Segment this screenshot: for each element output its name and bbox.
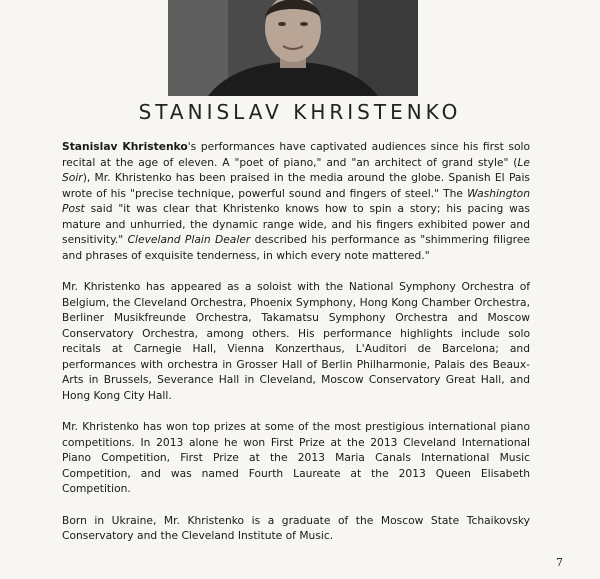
italic-publication: Cleveland Plain Dealer <box>127 233 251 246</box>
performer-name: STANISLAV KHRISTENKO <box>138 100 462 124</box>
text-span: said "it was clear that Khristenko knows how to spin a story; his pacing was mature and unhurried, the dynamic range wide, and his fingers exhibited power and sensitivity." <box>62 202 530 246</box>
paragraph-education: Born in Ukraine, Mr. Khristenko is a graduate of the Moscow State Tchaikovsky Conservatory and the Cleveland Institute of Music. <box>62 513 530 542</box>
paragraph-prizes: Mr. Khristenko has won top prizes at some of the most prestigious international piano competitions. In 2013 alone he won First Prize at the 2013 Cleveland International Piano Competition, First Prize at the 2013 Maria Canals International Music Competition, and was named Fourth Laureate at the 2013 Queen Elisabeth Competition. <box>62 420 530 495</box>
text-span: ), Mr. Khristenko has been praised in the media around the globe. Spanish El Pais wrote of his "precise technique, powerful sound and fingers of steel." The <box>62 171 530 200</box>
biography <box>62 139 530 560</box>
italic-publication: Le Soir <box>62 155 530 184</box>
text-span: described his performance as "shimmering filigree and phrases of exquisite tenderness, in which every note mattered." <box>62 233 530 262</box>
page-number: 7 <box>556 556 563 569</box>
performer-name-bold: Stanislav Khristenko <box>62 140 188 153</box>
italic-publication: Washington Post <box>62 186 530 215</box>
text-span: 's performances have captivated audiences since his first solo recital at the age of eleven. A "poet of piano," and "an architect of grand style" ( <box>62 140 531 169</box>
portrait-photo <box>168 0 418 96</box>
paragraph-intro <box>62 139 530 263</box>
paragraph-performances: Mr. Khristenko has appeared as a soloist with the National Symphony Orchestra of Belgium, the Cleveland Orchestra, Phoenix Symphony, Hong Kong Chamber Orchestra, Berliner Musikfreunde Orchestra, Takamatsu Symphony Orchestra and Moscow Conservatory Orchestra, among others. His performance highlights include solo recitals at Carnegie Hall, Vienna Konzerthaus, L'Auditori de Barcelona; and performances with orchestra in Grosser Hall of Berlin Philharmonie, Palais des Beaux-Arts in Brussels, Severance Hall in Cleveland, Moscow Conservatory Great Hall, and Hong Kong City Hall. <box>62 280 530 402</box>
